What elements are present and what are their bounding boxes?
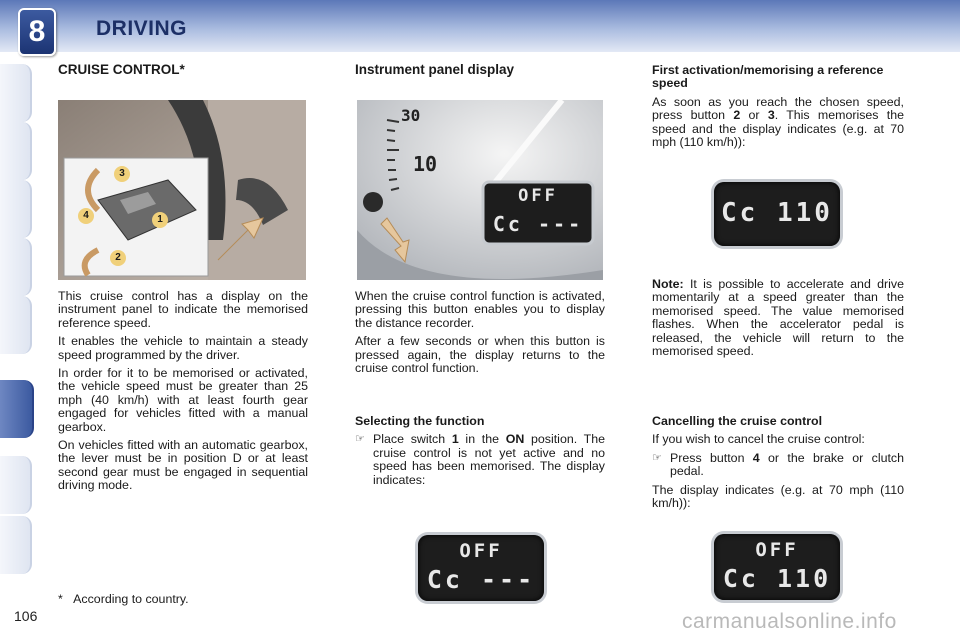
selecting-bullet: ☞ Place switch 1 in the ON position. The cruise control is not yet active and no speed has been memorised. The display indicates: bbox=[355, 432, 605, 487]
cancel-lcd-value: Cc 110 bbox=[722, 564, 832, 593]
first-activation-text: As soon as you reach the chosen speed, press button 2 or 3. This memorises the speed and the display indicates (e.g. at 70 mph (110 km/h)): bbox=[652, 94, 905, 150]
chapter-badge: 8 bbox=[18, 8, 56, 56]
cancel-lcd-off: OFF bbox=[755, 539, 799, 561]
chapter-tab-8-active[interactable] bbox=[0, 380, 34, 438]
gauge-label-10: 10 bbox=[413, 152, 438, 176]
watermark: carmanualsonline.info bbox=[682, 610, 897, 633]
chapter-tab-3[interactable] bbox=[0, 180, 32, 238]
cancelling-bullet: ☞ Press button 4 or the brake or clutch pedal. bbox=[652, 450, 904, 479]
left-paragraph-1: This cruise control has a display on the instrument panel to indicate the memorised reference speed. bbox=[58, 289, 308, 330]
page-number: 106 bbox=[14, 608, 38, 624]
section-title-instrument-panel: Instrument panel display bbox=[355, 62, 515, 77]
first-activation-block bbox=[652, 64, 904, 154]
footnote bbox=[58, 592, 189, 606]
chapter-tab-strip bbox=[0, 64, 34, 576]
cancelling-title: Cancelling the cruise control bbox=[652, 414, 823, 428]
selecting-lcd-off: OFF bbox=[459, 540, 503, 562]
photo-label-1: 1 bbox=[152, 212, 168, 228]
chapter-tab-10[interactable] bbox=[0, 516, 32, 574]
footnote-text: According to country. bbox=[73, 592, 189, 606]
gauge-label-30: 30 bbox=[401, 106, 421, 125]
instrument-panel-photo bbox=[357, 100, 603, 280]
left-paragraph-2: It enables the vehicle to maintain a steady speed programmed by the driver. bbox=[58, 334, 308, 362]
photo-label-2: 2 bbox=[110, 250, 126, 266]
photo-label-4: 4 bbox=[78, 208, 94, 224]
cancelling-block bbox=[652, 415, 904, 515]
photo-label-3: 3 bbox=[114, 166, 130, 182]
chapter-title: DRIVING bbox=[96, 17, 188, 40]
panel-display-off: OFF bbox=[518, 186, 558, 206]
middle-column-text bbox=[355, 290, 605, 380]
selecting-function-title: Selecting the function bbox=[355, 414, 485, 428]
first-activation-title: First activation/memorising a reference speed bbox=[652, 63, 884, 91]
footnote-star: * bbox=[58, 592, 63, 606]
cancelling-after: The display indicates (e.g. at 70 mph (110 km/h)): bbox=[652, 482, 904, 511]
selecting-lcd-cc: Cc --- bbox=[426, 565, 536, 594]
selecting-function-block bbox=[355, 415, 605, 492]
chapter-tab-2[interactable] bbox=[0, 122, 32, 180]
chapter-tab-9[interactable] bbox=[0, 456, 32, 514]
hand-pointer-icon: ☞ bbox=[652, 451, 662, 464]
cruise-control-stalk-photo bbox=[58, 100, 306, 280]
chapter-tab-5[interactable] bbox=[0, 296, 32, 354]
hand-pointer-icon: ☞ bbox=[355, 433, 365, 446]
left-paragraph-3: In order for it to be memorised or activated, the vehicle speed must be greater than 25 mph (40 km/h) with at least fourth gear engaged for vehicles fitted with a manual gearbox. bbox=[58, 366, 308, 434]
display-selecting-lcd bbox=[418, 535, 544, 601]
chapter-tab-4[interactable] bbox=[0, 238, 32, 296]
note-block bbox=[652, 278, 904, 363]
middle-paragraph-1: When the cruise control function is activated, pressing this button enables you to display the distance recorder. bbox=[355, 289, 605, 330]
chapter-tab-1[interactable] bbox=[0, 64, 32, 122]
stalk-illustration bbox=[58, 100, 306, 280]
active-lcd-value: Cc 110 bbox=[721, 198, 833, 228]
middle-paragraph-2: After a few seconds or when this button is pressed again, the display returns to the cruise control function. bbox=[355, 334, 605, 376]
left-paragraph-4: On vehicles fitted with an automatic gearbox, the lever must be in position D or at least second gear must be engaged in sequential driving mode. bbox=[58, 438, 308, 493]
display-active-lcd bbox=[714, 182, 840, 246]
left-column-text bbox=[58, 290, 308, 498]
section-title-cruise-control: CRUISE CONTROL* bbox=[58, 62, 185, 77]
note-text: Note: It is possible to accelerate and drive momentarily at a speed greater than the memorised speed. The value memorised flashes. When the accelerator pedal is released, the vehicle will return to the memorised speed. bbox=[652, 277, 904, 359]
panel-display-cc: Cc --- bbox=[492, 212, 584, 236]
display-cancel-lcd bbox=[714, 534, 840, 600]
cancelling-intro: If you wish to cancel the cruise control: bbox=[652, 432, 865, 447]
